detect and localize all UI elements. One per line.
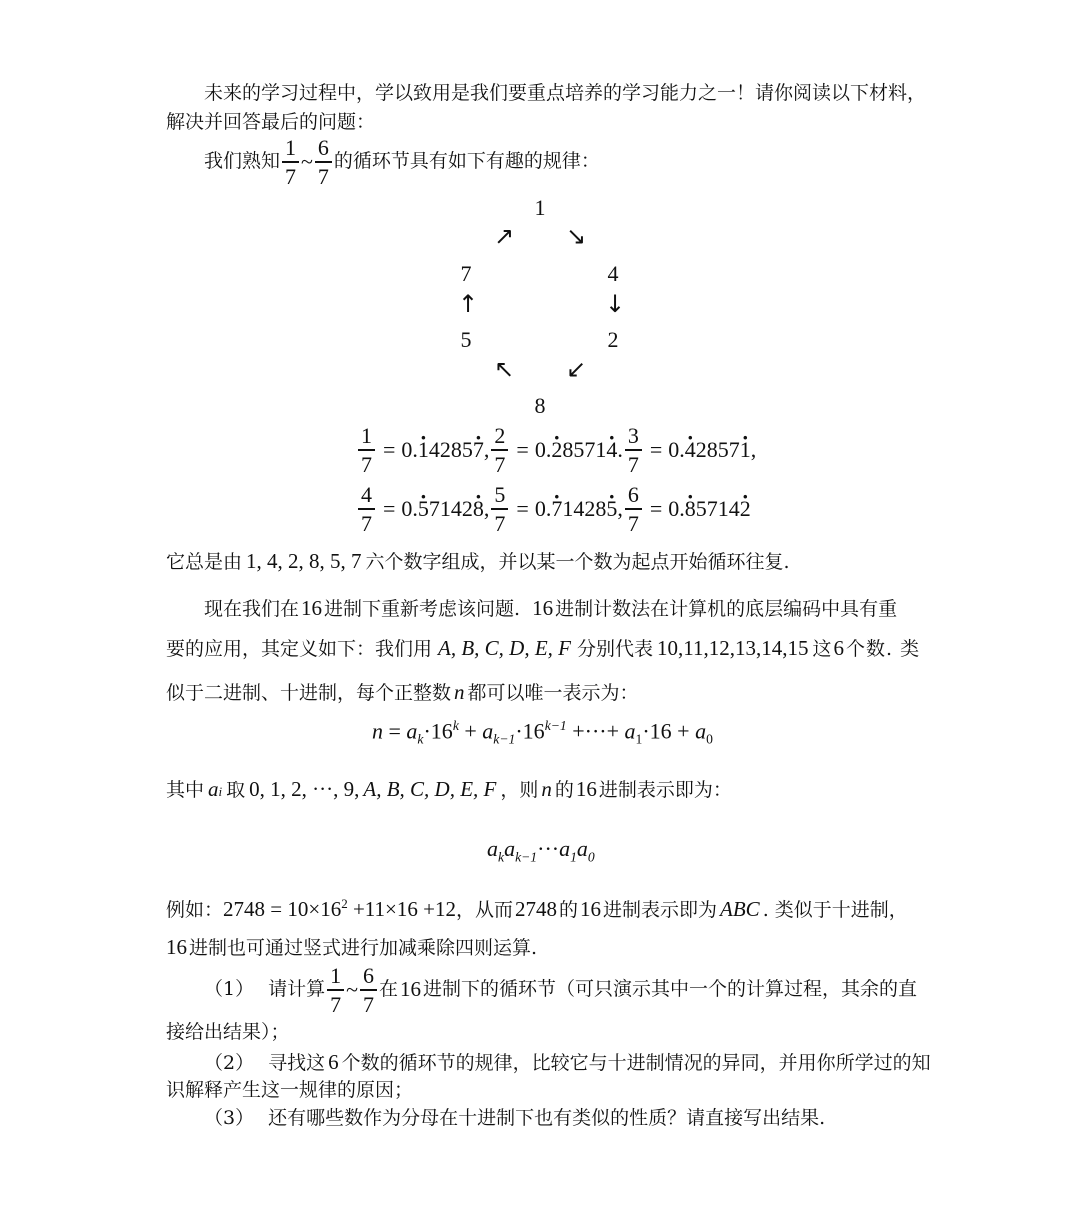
text: 个数的循环节的规律，比较它与十进制情况的异同，并用你所学过的知 [341, 1052, 931, 1074]
text: 的 [554, 779, 574, 801]
hex-line-1 [204, 596, 897, 621]
frac-den: 7 [361, 451, 372, 477]
frac-num: 4 [361, 482, 372, 507]
digit: 4 [428, 436, 440, 462]
cycle-right-bottom: 2 [607, 327, 619, 352]
digit: 4 [573, 495, 585, 521]
digit: · 5 [606, 496, 617, 521]
letters: A, B, C, D, E, F [438, 636, 571, 660]
frac-bar [360, 989, 377, 991]
digit: 2 [584, 495, 596, 521]
equals: = [649, 495, 663, 521]
intro-line-1: 未来的学习过程中，学以致用是我们要重点培养的学习能力之一！请你阅读以下材料， [204, 82, 927, 104]
equals: = [516, 436, 529, 462]
text: 其中 [166, 779, 205, 801]
question-1-line-1 [204, 964, 917, 1016]
frac-den: 7 [627, 451, 639, 477]
text: 进制表示即为： [598, 779, 732, 801]
tilde: ~ [346, 976, 359, 1002]
text: 要的应用，其定义如下：我们用 [166, 638, 433, 660]
text: 寻找这 [268, 1052, 326, 1074]
text: 分别代表 [577, 638, 654, 660]
arrow-up-icon: ↑ [458, 290, 479, 318]
decimal-whole: 0. [668, 436, 685, 462]
text: 现在我们在 [204, 598, 300, 620]
cycle-bottom: 8 [534, 393, 546, 418]
var-a: a [208, 777, 219, 801]
text: 在 [379, 978, 399, 1001]
text: 个数. 类 [846, 638, 921, 660]
equals: = [649, 436, 663, 462]
var-n: n [372, 718, 383, 744]
digit: 8 [562, 436, 574, 462]
digit: 8 [450, 436, 462, 462]
frac-num: 5 [494, 482, 506, 507]
subscript: 1 [570, 849, 577, 865]
separator: , [483, 495, 490, 521]
example-equation [223, 896, 456, 922]
text: 取 [226, 779, 246, 801]
frac-den: 7 [330, 991, 342, 1017]
decimal-whole: 0. [401, 436, 418, 462]
text: 进制下重新考虑该问题. [324, 598, 521, 620]
digit: · 7 [473, 437, 484, 462]
cycle-top: 1 [534, 195, 546, 220]
superscript: 2 [341, 896, 348, 911]
cycle-right-top: 4 [607, 261, 619, 286]
text: . 类似于十进制， [762, 899, 908, 921]
text: 进制计数法在计算机的底层编码中具有重 [555, 598, 898, 620]
text: 进制也可通过竖式进行加减乘除四则运算. [189, 937, 538, 959]
intro-line-2: 解决并回答最后的问题： [166, 111, 376, 133]
decimal-whole: 0. [668, 495, 685, 521]
digit: 1 [562, 495, 574, 521]
digit: 2 [439, 436, 451, 462]
composed-line [166, 549, 790, 574]
number: 2748 [515, 897, 557, 921]
term: ·16 [423, 718, 453, 744]
var-a: a [406, 718, 418, 744]
var-a: a [487, 836, 498, 861]
decimal-whole: 0. [534, 436, 552, 462]
digit: 1 [595, 436, 607, 462]
arrow-nw-icon: ↖ [494, 355, 515, 383]
composed-digits: 1, 4, 2, 8, 5, 7 [246, 549, 362, 573]
question-2-line-2: 识解释产生这一规律的原因； [166, 1079, 414, 1101]
subscript: k [498, 849, 505, 865]
eq-part: +11×16 +12 [347, 897, 456, 921]
frac-den: 7 [494, 510, 506, 536]
fraction [625, 483, 642, 535]
question-label: （1） [204, 978, 255, 1001]
text: ，从而 [455, 899, 513, 921]
fraction [491, 483, 508, 535]
repeating-digits [551, 496, 617, 522]
text: 请计算 [268, 978, 326, 1001]
var-a: a [695, 718, 707, 744]
decimal-whole: 0. [401, 495, 418, 521]
subscript: k−1 [515, 849, 538, 865]
composed-prefix: 它总是由 [166, 551, 243, 573]
digit: · 4 [606, 437, 617, 462]
frac-den: 7 [363, 991, 375, 1017]
separator: , [750, 436, 757, 462]
ellipsis-term: +···+ [572, 718, 620, 744]
var-a: a [576, 836, 588, 861]
digit: 5 [717, 436, 729, 462]
tilde: ~ [301, 148, 313, 174]
text: 进制下的循环节（可只演示其中一个的计算过程，其余的直 [423, 978, 918, 1001]
repeating-digits [685, 496, 751, 522]
text: 都可以唯一表示为： [467, 682, 639, 704]
frac-den: 7 [361, 510, 372, 536]
digit: · 4 [685, 437, 696, 462]
known-prefix: 我们熟知 [204, 150, 281, 173]
fraction-6-7 [315, 136, 332, 188]
composed-suffix: 六个数字组成，并以某一个数为起点开始循环往复. [365, 551, 790, 573]
digit: · 1 [418, 437, 429, 462]
arrow-ne-icon: ↗ [494, 222, 515, 250]
example-line-2 [166, 935, 537, 960]
arrow-se-icon: ↘ [566, 222, 587, 250]
text: 进制表示即为 [603, 899, 718, 921]
equals: = [383, 495, 396, 521]
text: ，则 [500, 779, 539, 801]
cycle-left-bottom: 5 [460, 327, 472, 352]
frac-num: 6 [363, 963, 375, 988]
superscript: k−1 [544, 718, 567, 733]
subscript: i [218, 784, 223, 799]
decimal-whole: 0. [534, 495, 552, 521]
var-a: a [482, 718, 494, 744]
repeating-digits [551, 437, 617, 463]
frac-bar [327, 989, 344, 991]
question-1-line-2: 接给出结果）； [166, 1021, 290, 1043]
subscript: k−1 [493, 731, 516, 747]
number: 16 [400, 977, 422, 1002]
where-line [166, 777, 732, 802]
text: 这 [812, 638, 832, 660]
term: ·16 + [642, 718, 690, 744]
fraction-1-7 [282, 136, 299, 188]
ellipsis: ··· [537, 836, 560, 861]
number: 16 [580, 897, 602, 921]
digit: · 1 [740, 437, 751, 462]
text: 的 [559, 899, 579, 921]
number: 16 [301, 596, 323, 620]
digit: 1 [717, 495, 729, 521]
digit: · 2 [740, 496, 751, 521]
frac-num: 1 [285, 135, 297, 160]
frac-num: 1 [330, 963, 342, 988]
frac-den: 7 [285, 163, 297, 189]
digit: 8 [706, 436, 718, 462]
repeating-digits [418, 437, 484, 463]
frac-num: 6 [627, 482, 639, 507]
frac-bar [282, 161, 299, 163]
separator: . [617, 436, 623, 462]
digit: 5 [461, 436, 473, 462]
number: 6 [328, 1050, 339, 1074]
frac-bar [491, 449, 508, 451]
var-a: a [624, 718, 636, 744]
question-label: （2） [204, 1052, 255, 1074]
digit: 5 [695, 495, 707, 521]
fraction [358, 483, 375, 535]
hex-line-2 [166, 636, 920, 661]
question-label: （3） [204, 1107, 255, 1129]
fraction [358, 424, 375, 476]
fraction-1-7 [327, 964, 344, 1016]
known-line [204, 136, 600, 188]
digit: 7 [428, 495, 440, 521]
text: 还有哪些数作为分母在十进制下也有类似的性质？请直接写出结果. [268, 1107, 826, 1129]
digit: · 5 [418, 496, 429, 521]
arrow-down-icon: ↓ [605, 290, 626, 318]
eq-part: 2748 = 10×16 [223, 897, 342, 921]
values: 10,11,12,13,14,15 [657, 636, 809, 660]
frac-den: 7 [627, 510, 639, 536]
var-a: a [559, 836, 571, 861]
known-suffix: 的循环节具有如下有趣的规律： [333, 150, 600, 173]
subscript: k [417, 731, 424, 747]
digit: · 8 [685, 496, 696, 521]
digit: 5 [573, 436, 585, 462]
question-2-line-1 [204, 1050, 931, 1075]
term: ·16 [515, 718, 545, 744]
frac-bar [358, 508, 375, 510]
question-3-line [204, 1109, 825, 1128]
subscript: 0 [706, 731, 713, 747]
digit: 7 [728, 436, 740, 462]
number: 16 [532, 596, 554, 620]
hex-representation [487, 836, 595, 865]
number: 16 [166, 935, 187, 959]
frac-den: 7 [317, 163, 329, 189]
digit: 2 [461, 495, 473, 521]
letters: A, B, C, D, E, F [363, 777, 497, 801]
digit: 7 [706, 495, 718, 521]
hex-line-3 [166, 680, 639, 705]
arrow-sw-icon: ↙ [566, 355, 587, 383]
digit: · 8 [473, 496, 484, 521]
decimals-row-2 [356, 483, 751, 535]
frac-num: 2 [494, 423, 506, 448]
digits: 0, 1, 2, ···, 9, [249, 777, 360, 801]
frac-bar [625, 449, 642, 451]
frac-num: 6 [317, 135, 329, 160]
decimals-row-1 [356, 424, 756, 476]
subscript: 1 [635, 731, 643, 747]
digit: 7 [584, 436, 596, 462]
frac-bar [358, 449, 375, 451]
example-line-1 [166, 896, 908, 922]
digit: · 2 [551, 437, 562, 462]
text: 例如： [166, 899, 224, 921]
equals: = [516, 495, 529, 521]
separator: , [617, 495, 623, 521]
frac-num: 3 [627, 423, 639, 448]
fraction [491, 424, 508, 476]
frac-num: 1 [361, 423, 372, 448]
frac-bar [491, 508, 508, 510]
formula [372, 718, 713, 748]
frac-bar [315, 161, 332, 163]
plus: + [464, 718, 477, 744]
cycle-left-top: 7 [460, 261, 472, 286]
number: 6 [833, 636, 845, 660]
fraction-6-7 [360, 964, 377, 1016]
equals: = [383, 436, 396, 462]
repeating-digits [418, 496, 484, 522]
var-n: n [541, 777, 552, 801]
var-a: a [504, 836, 516, 861]
superscript: k [452, 718, 459, 733]
digit: 1 [439, 495, 451, 521]
abc: ABC [720, 897, 760, 921]
subscript: 0 [587, 849, 595, 865]
equals: = [388, 718, 401, 744]
repeating-digits [685, 437, 751, 463]
text: 似于二进制、十进制，每个正整数 [166, 682, 452, 704]
digit: 8 [595, 495, 607, 521]
digit: 2 [695, 436, 707, 462]
digit: · 7 [551, 496, 562, 521]
frac-den: 7 [494, 451, 506, 477]
digit: 4 [728, 495, 740, 521]
separator: , [483, 436, 490, 462]
fraction [625, 424, 642, 476]
var-n: n [454, 680, 465, 704]
digit: 4 [450, 495, 462, 521]
frac-bar [625, 508, 642, 510]
number: 16 [575, 777, 597, 801]
